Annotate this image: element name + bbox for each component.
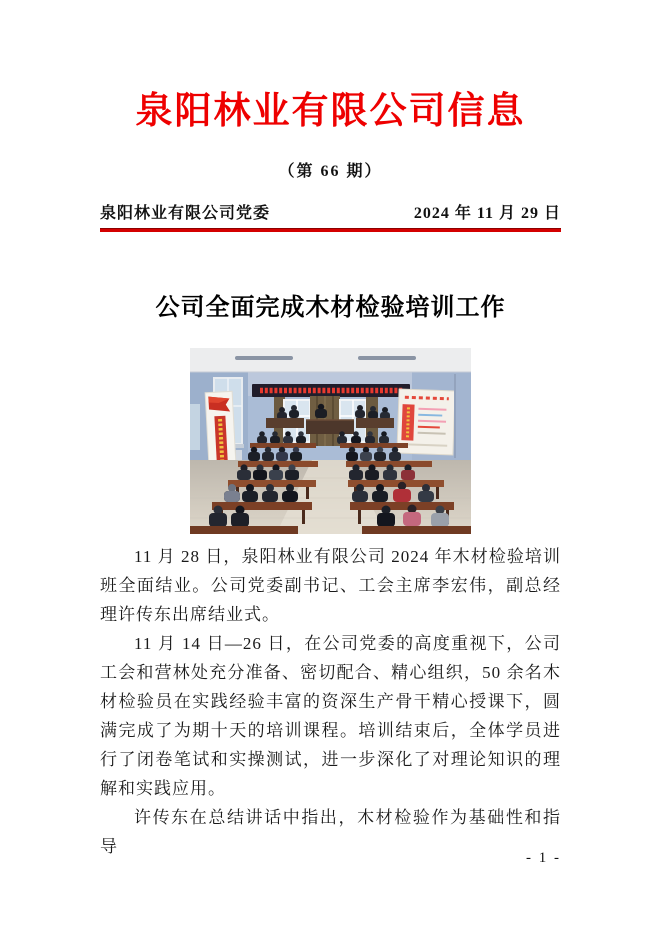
paragraph: 许传东在总结讲话中指出，木材检验作为基础性和指导 (100, 808, 561, 856)
byline-row (100, 204, 561, 224)
masthead-title: 泉阳林业有限公司信息 (135, 91, 526, 132)
article-body (100, 542, 561, 861)
flag-poster (205, 391, 236, 470)
article-title: 公司全面完成木材检验培训工作 (155, 295, 506, 321)
page-number: - 1 - (526, 850, 561, 866)
paragraph: 11 月 14 日—26 日，在公司党委的高度重视下，公司工会和营林处充分准备、密切配合、精心组织，50 余名木材检验员在实践经验丰富的资深生产骨干精心授课下，圆满完成了为期十天的培训课程。培训结束后，全体学员进行了闭卷笔试和实操测试，进一步深化了对理论知识的理解和实践应用。 (100, 634, 561, 798)
issuer-name: 泉阳林业有限公司党委 (100, 205, 271, 222)
issue-number: （第 66 期） (278, 163, 383, 180)
masthead-divider-rule (100, 228, 561, 232)
meeting-photo (190, 348, 471, 534)
issue-date: 2024 年 11 月 29 日 (413, 205, 561, 222)
paragraph: 11 月 28 日，泉阳林业有限公司 2024 年木材检验培训班全面结业。公司党委副书记、工会主席李宏伟，副总经理许传东出席结业式。 (100, 547, 561, 624)
meeting-room-illustration (190, 348, 471, 534)
